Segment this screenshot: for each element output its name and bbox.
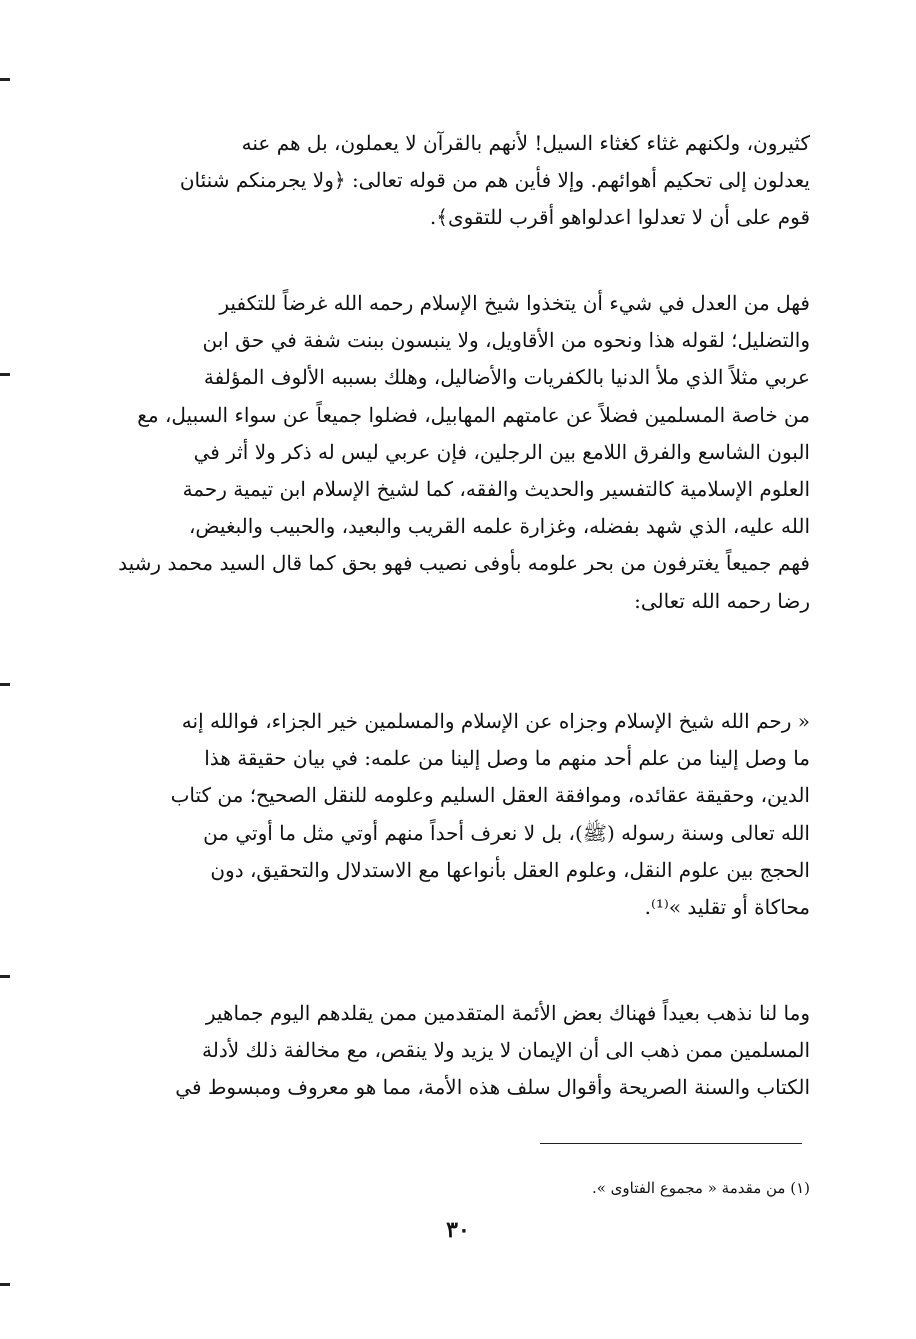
text-line: محاكاة أو تقليد »⁽¹⁾.: [644, 895, 810, 920]
footnote-divider: [540, 1143, 802, 1144]
text-line: الدين، وحقيقة عقائده، وموافقة العقل السليم وعلومه للنقل الصحيح؛ من كتاب: [170, 783, 810, 808]
text-line: كثيرون، ولكنهم غثاء كغثاء السيل! لأنهم بالقرآن لا يعملون، بل هم عنه: [241, 131, 810, 155]
text-line: وما لنا نذهب بعيداً فهناك بعض الأئمة المتقدمين ممن يقلدهم اليوم جماهير: [205, 1001, 810, 1025]
margin-mark: [0, 975, 10, 978]
text-line: البون الشاسع والفرق اللامع بين الرجلين، فإن عربي ليس له ذكر ولا أثر في: [193, 439, 810, 464]
text-line: الله عليه، الذي شهد بفضله، وغزارة علمه القريب والبعيد، والحبيب والبغيض،: [188, 514, 810, 539]
margin-mark: [0, 78, 10, 81]
text-line: الحجج بين علوم النقل، وعلوم العقل بأنواعها مع الاستدلال والتحقيق، دون: [210, 857, 810, 882]
text-line: المسلمين ممن ذهب الى أن الإيمان لا يزيد ولا ينقص، مع مخالفة ذلك لأدلة: [202, 1038, 810, 1063]
margin-mark: [0, 683, 10, 686]
paragraph-4: [110, 995, 810, 1107]
text-line: فهم جميعاً يغترفون من بحر علومه بأوفى نصيب فهو بحق كما قال السيد محمد رشيد: [118, 551, 810, 576]
text-line: ما وصل إلينا من علم أحد منهم ما وصل إلينا من علمه: في بيان حقيقة هذا: [204, 746, 810, 771]
margin-mark: [0, 1283, 10, 1286]
text-line: يعدلون إلى تحكيم أهوائهم. وإلا فأين هم من قوله تعالى: ﴿ولا يجرمنكم شنئان: [179, 168, 810, 193]
text-line: قوم على أن لا تعدلوا اعدلواهو أقرب للتقوى﴾.: [429, 205, 810, 230]
text-line: من خاصة المسلمين فضلاً عن عامتهم المهابيل، فضلوا جميعاً عن سواء السبيل، مع: [137, 402, 810, 427]
text-line: العلوم الإسلامية كالتفسير والحديث والفقه، كما لشيخ الإسلام ابن تيمية رحمة: [182, 477, 810, 502]
text-line: فهل من العدل في شيء أن يتخذوا شيخ الإسلام رحمه الله غرضاً للتكفير: [219, 291, 810, 315]
text-line: « رحم الله شيخ الإسلام وجزاه عن الإسلام والمسلمين خير الجزاء، فوالله إنه: [181, 709, 810, 733]
footnote: (١) من مقدمة « مجموع الفتاوى ».: [591, 1179, 810, 1197]
paragraph-2: [110, 285, 810, 620]
text-line: عربي مثلاً الذي ملأ الدنيا بالكفريات والأضاليل، وهلك بسببه الألوف المؤلفة: [203, 365, 810, 390]
quote-paragraph: [110, 703, 810, 926]
page-number: ٣٠: [446, 1217, 470, 1243]
text-line: والتضليل؛ لقوله هذا ونحوه من الأقاويل، ولا ينبسون ببنت شفة في حق ابن: [202, 328, 810, 353]
text-line: رضا رحمه الله تعالى:: [634, 588, 810, 613]
text-line: الكتاب والسنة الصريحة وأقوال سلف هذه الأمة، مما هو معروف ومبسوط في: [175, 1075, 810, 1100]
paragraph-1: [110, 125, 810, 237]
text-line: الله تعالى وسنة رسوله (ﷺ)، بل لا نعرف أحداً منهم أوتي مثل ما أوتي من: [203, 820, 810, 845]
margin-mark: [0, 373, 10, 376]
